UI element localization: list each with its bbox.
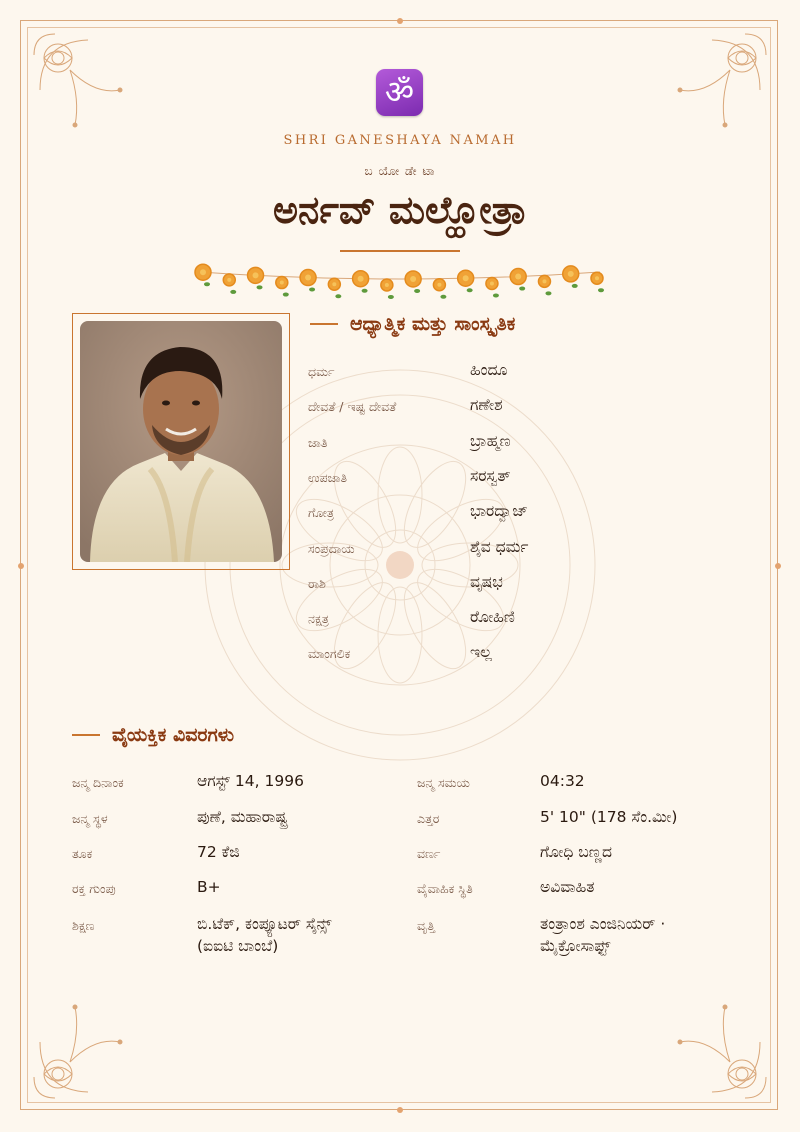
garland-leaf (283, 293, 289, 297)
garland-leaf (257, 285, 263, 289)
field-value: ಇಲ್ಲ (470, 643, 492, 662)
field-value: 04:32 (540, 772, 585, 790)
candidate-name: ಅರ್ನವ್ ಮಲ್ಹೋತ್ರಾ (273, 188, 527, 232)
field-label: ರಕ್ತ ಗುಂಪು (72, 881, 116, 896)
marigold-garland-icon (0, 260, 800, 300)
field-value: ಅವಿವಾಹಿತ (540, 878, 595, 896)
field-label: ಜನ್ಮ ಸ್ಥಳ (72, 811, 108, 826)
portrait-photo (80, 321, 282, 562)
heading-dash (72, 734, 100, 736)
document-subtitle: ಬ ಯೋ ಡೇ ಟಾ (364, 164, 436, 178)
field-label: ವೈವಾಹಿಕ ಸ್ಥಿತಿ (417, 881, 473, 896)
field-value: 5' 10" (178 ಸೆಂ.ಮೀ) (540, 808, 678, 826)
garland-leaf (440, 295, 446, 299)
field-value: ಗಣೇಶ (470, 396, 503, 415)
field-label: ಮಾಂಗಲಿಕ (308, 646, 351, 662)
field-label: ಜನ್ಮ ಸಮಯ (417, 775, 470, 790)
garland-leaf (388, 295, 394, 299)
garland-leaf (519, 287, 525, 291)
garland-leaf (598, 288, 604, 292)
field-label: ರಾಶಿ (308, 575, 326, 591)
garland-leaf (545, 291, 551, 295)
garland-leaf (572, 284, 578, 288)
field-label: ಗೋತ್ರ (308, 505, 334, 521)
field-label: ವರ್ಣ (417, 846, 441, 861)
field-value: ಭಾರದ್ವಾಜ್ (470, 502, 528, 521)
field-value: ವೃಷಭ (470, 572, 503, 591)
garland-leaf (414, 289, 420, 293)
garland-leaf (335, 294, 341, 298)
field-value-continued: (ಐಐಟಿ ಬಾಂಬೆ) (197, 937, 279, 955)
field-label: ಧರ್ಮ (308, 364, 335, 379)
field-label: ತೂಕ (72, 846, 93, 861)
garland-leaf (309, 288, 315, 292)
garland-leaf (204, 282, 210, 286)
field-value: ಹಿಂದೂ (470, 361, 508, 379)
om-icon: ॐ (376, 69, 423, 116)
field-label: ಉಪಜಾತಿ (308, 469, 348, 485)
name-divider (340, 250, 460, 252)
spiritual-heading-text: ಆಧ್ಯಾತ್ಮಿಕ ಮತ್ತು ಸಾಂಸ್ಕೃತಿಕ (350, 313, 516, 335)
field-label: ಜಾತಿ (308, 434, 328, 450)
field-value: ಆಗಸ್ಟ್ 14, 1996 (197, 772, 304, 790)
field-value: ತಂತ್ರಾಂಶ ಎಂಜಿನಿಯರ್ · (540, 915, 666, 933)
field-value: ಪುಣೆ, ಮಹಾರಾಷ್ಟ್ರ (197, 808, 288, 826)
field-label: ವೃತ್ತಿ (417, 918, 435, 933)
field-value: ಬ್ರಾಹ್ಮಣ (470, 431, 511, 450)
garland-leaf (493, 294, 499, 298)
field-label: ಜನ್ಮ ದಿನಾಂಕ (72, 775, 124, 790)
spiritual-section-heading (310, 313, 515, 335)
garland-leaf (467, 288, 473, 292)
field-value: ಗೋಧಿ ಬಣ್ಣದ (540, 843, 612, 861)
invocation-text: SHRI GANESHAYA NAMAH (283, 133, 517, 148)
field-label: ಸಂಪ್ರದಾಯ (308, 540, 355, 556)
field-value: ಸರಸ್ವತ್ (470, 466, 511, 485)
field-value: ರೋಹಿಣಿ (470, 608, 515, 627)
heading-dash (310, 323, 338, 325)
garland-leaf (230, 290, 236, 294)
field-label: ಎತ್ತರ (417, 811, 440, 826)
garland-leaf (362, 289, 368, 293)
field-label: ದೇವತೆ / ಇಷ್ಟ ದೇವತೆ (308, 399, 397, 415)
field-value: 72 ಕೆಜಿ (197, 843, 240, 861)
field-value: ಬಿ.ಟೆಕ್, ಕಂಪ್ಯೂಟರ್ ಸೈನ್ಸ್ (197, 915, 332, 933)
field-label: ನಕ್ಷತ್ರ (308, 611, 329, 627)
field-value-continued: ಮೈಕ್ರೋಸಾಫ್ಟ್ (540, 937, 611, 955)
field-value: B+ (197, 878, 221, 896)
personal-section-heading (72, 724, 234, 746)
field-value: ಶೈವ ಧರ್ಮ (470, 537, 529, 556)
field-label: ಶಿಕ್ಷಣ (72, 918, 95, 933)
personal-heading-text: ವೈಯಕ್ತಿಕ ವಿವರಗಳು (112, 724, 235, 746)
